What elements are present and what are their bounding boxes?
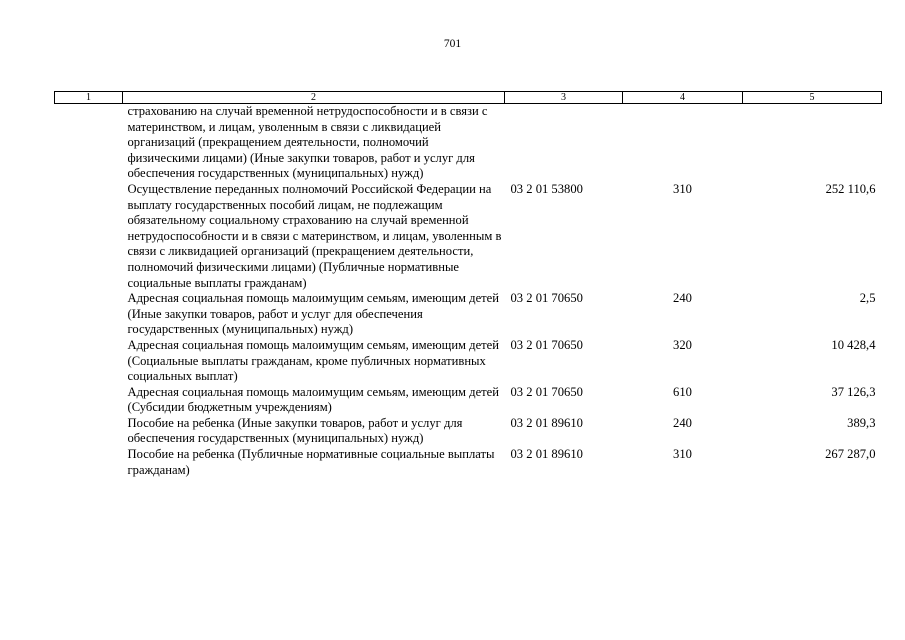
table-row (55, 385, 882, 416)
row-amount: 10 428,4 (831, 337, 876, 352)
row-number-cell (55, 338, 123, 385)
table-row (55, 182, 882, 291)
row-amount: 267 287,0 (825, 447, 876, 462)
table-row (55, 416, 882, 447)
row-amount: 37 126,3 (831, 384, 876, 399)
column-header-1: 1 (55, 92, 123, 104)
row-expense-type (623, 104, 743, 182)
row-amount: 2,5 (859, 291, 876, 306)
column-header-2: 2 (123, 92, 505, 104)
row-code: 03 2 01 70650 (510, 337, 583, 352)
row-code: 03 2 01 53800 (510, 181, 583, 196)
row-code: 03 2 01 70650 (510, 291, 583, 306)
page-number: 701 (443, 38, 462, 50)
column-header-4: 4 (623, 92, 743, 104)
row-name: Адресная социальная помощь малоимущим семьям, имеющим детей (Субсидии бюджетным учреждениям) (127, 384, 500, 415)
row-expense-type: 320 (673, 337, 692, 352)
row-number-cell (55, 447, 123, 478)
row-code: 03 2 01 89610 (510, 415, 583, 430)
table-header-row (55, 92, 882, 104)
row-name: Адресная социальная помощь малоимущим семьям, имеющим детей (Социальные выплаты гражданам, кроме публичных нормативных социальных выплат) (127, 337, 500, 384)
row-expense-type: 610 (673, 384, 692, 399)
row-expense-type: 310 (673, 181, 692, 196)
table-row (55, 291, 882, 338)
row-code: 03 2 01 89610 (510, 447, 583, 462)
row-name: страхованию на случай временной нетрудоспособности и в связи с материнством, и лицам, уволенным в связи с ликвидацией организаций (прекращением деятельности, полномочий физическими лицами) (Иные закупки товаров, работ и услуг для обеспечения государственных (муниципальных) нужд) (127, 104, 488, 181)
row-expense-type: 240 (673, 291, 692, 306)
row-code: 03 2 01 70650 (510, 384, 583, 399)
table-row (55, 447, 882, 478)
column-header-5: 5 (743, 92, 882, 104)
row-number-cell (55, 416, 123, 447)
row-name: Пособие на ребенка (Иные закупки товаров, работ и услуг для обеспечения государственных (муниципальных) нужд) (127, 415, 463, 446)
row-number-cell (55, 182, 123, 291)
row-name: Осуществление переданных полномочий Российской Федерации на выплату государственных пособий лицам, не подлежащим обязательному социальному страхованию на случай временной нетрудоспособности и в связи с материнством, и лицам, уволенным в связи с ликвидацией организаций (прекращением деятельности, полномочий физическими лицами) (Публичные нормативные социальные выплаты гражданам) (127, 181, 502, 290)
column-header-3: 3 (505, 92, 623, 104)
table-row (55, 338, 882, 385)
row-code (505, 104, 623, 182)
budget-table (54, 91, 882, 478)
row-expense-type: 240 (673, 415, 692, 430)
row-name: Пособие на ребенка (Публичные нормативные социальные выплаты гражданам) (127, 447, 495, 477)
table-row (55, 104, 882, 182)
row-expense-type: 310 (673, 447, 692, 462)
row-number-cell (55, 385, 123, 416)
row-amount (743, 104, 882, 182)
row-amount: 252 110,6 (825, 181, 876, 196)
row-name: Адресная социальная помощь малоимущим семьям, имеющим детей (Иные закупки товаров, работ и услуг для обеспечения государственных (муниципальных) нужд) (127, 291, 500, 337)
row-number-cell (55, 104, 123, 182)
row-amount: 389,3 (847, 415, 876, 430)
row-number-cell (55, 291, 123, 338)
